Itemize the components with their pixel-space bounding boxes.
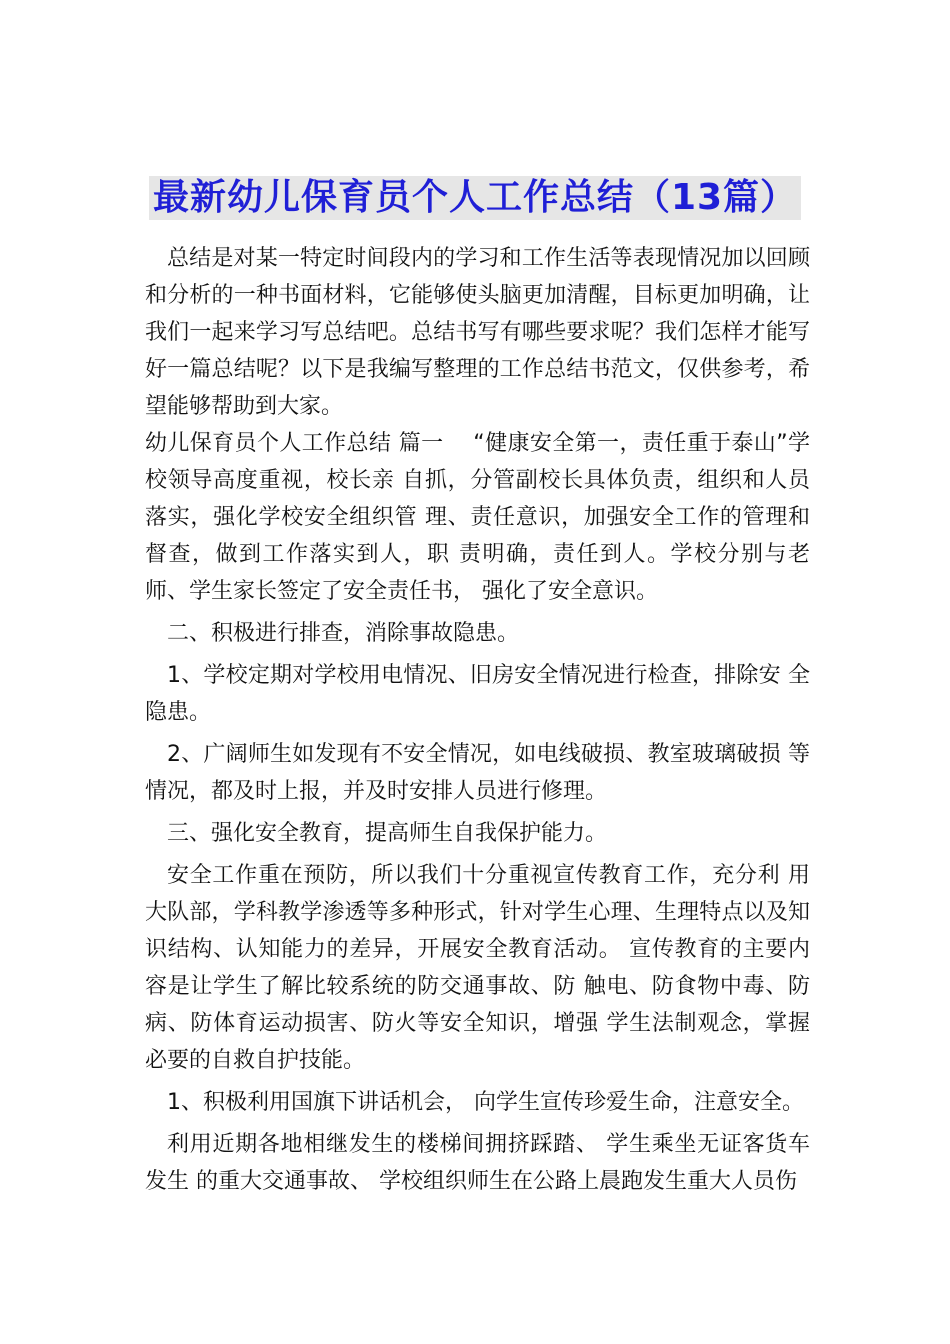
- paragraph-item-1: 1、学校定期对学校用电情况、旧房安全情况进行检查，排除安 全隐患。: [145, 663, 810, 725]
- document-body: [145, 240, 810, 1200]
- paragraph-recent-incidents: 利用近期各地相继发生的楼梯间拥挤踩踏、 学生乘坐无证客货车发生 的重大交通事故、 学校组织师生在公路上晨跑发生重大人员伤: [145, 1132, 810, 1194]
- paragraph-section-one: 幼儿保育员个人工作总结 篇一 “健康安全第一，责任重于泰山”学校领导高度重视，校长亲 自抓，分管副校长具体负责，组织和人员落实，强化学校安全组织管 理、责任意识，加强安全工作的管理和督查，做到工作落实到人，职 责明确，责任到人。学校分别与老师、学生家长签定了安全责任书， 强化了安全意识。: [145, 431, 810, 604]
- title-container: [0, 176, 950, 220]
- paragraph-item-flag-speech: 1、积极利用国旗下讲话机会， 向学生宣传珍爱生命，注意安全。: [167, 1090, 804, 1115]
- paragraph-heading-two: 二、积极进行排查，消除事故隐患。: [167, 621, 520, 646]
- paragraph-intro: 总结是对某一特定时间段内的学习和工作生活等表现情况加以回顾和分析的一种书面材料，它能够使头脑更加清醒，目标更加明确，让我们一起来学习写总结吧。总结书写有哪些要求呢？我们怎样才能写好一篇总结呢？以下是我编写整理的工作总结书范文，仅供参考，希望能够帮助到大家。: [145, 246, 810, 419]
- paragraph-heading-three: 三、强化安全教育，提高师生自我保护能力。: [167, 821, 608, 846]
- document-title: 最新幼儿保育员个人工作总结（13篇）: [149, 176, 801, 220]
- paragraph-safety-education: 安全工作重在预防，所以我们十分重视宣传教育工作，充分利 用大队部，学科教学渗透等多种形式，针对学生心理、生理特点以及知识结构、认知能力的差异，开展安全教育活动。 宣传教育的主要内容是让学生了解比较系统的防交通事故、防 触电、防食物中毒、防病、防体育运动损害、防火等安全知识，增强 学生法制观念，掌握必要的自救自护技能。: [145, 863, 810, 1073]
- paragraph-item-2: 2、广阔师生如发现有不安全情况，如电线破损、教室玻璃破损 等情况，都及时上报，并及时安排人员进行修理。: [145, 742, 810, 804]
